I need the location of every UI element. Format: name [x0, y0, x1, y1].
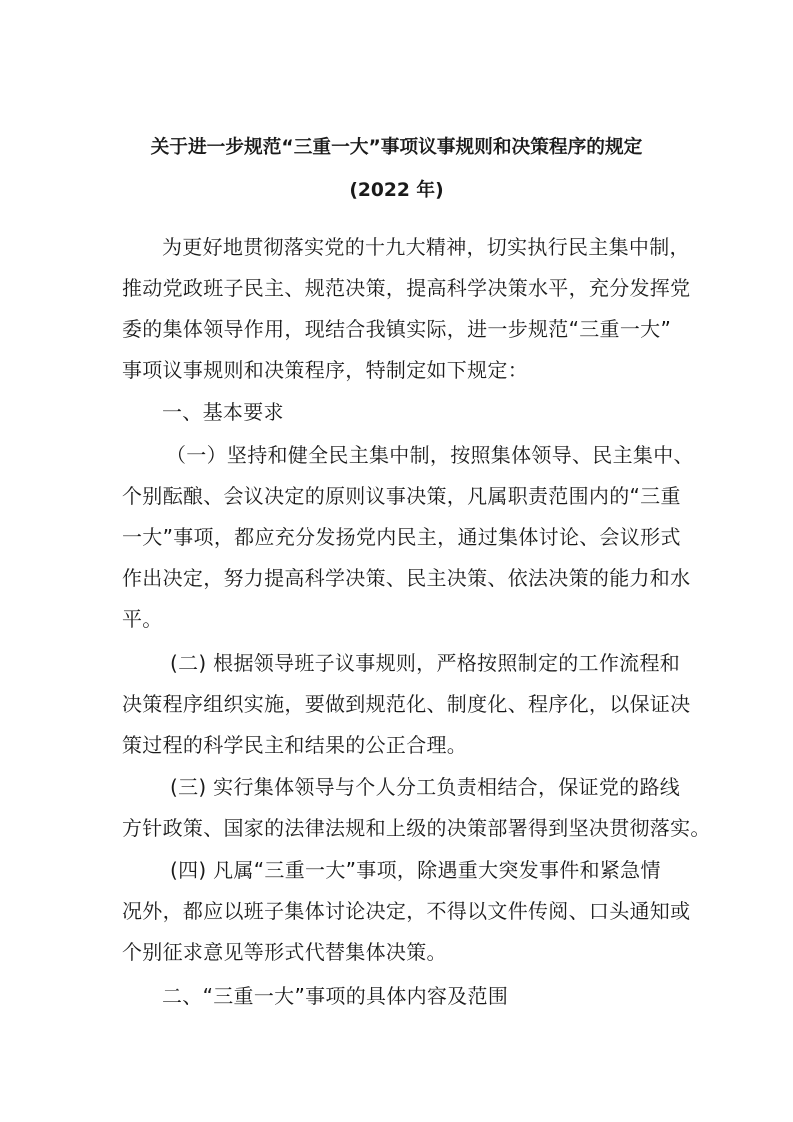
paragraph-line: 事项议事规则和决策程序，特制定如下规定： [122, 358, 528, 382]
section-heading: 二、“三重一大”事项的具体内容及范围 [162, 984, 509, 1008]
paragraph-line: 委的集体领导作用，现结合我镇实际，进一步规范“三重一大” [122, 317, 672, 341]
document-subtitle-year: (2022 年) [349, 180, 444, 201]
paragraph-line: (二) 根据领导班子议事规则，严格按照制定的工作流程和 [170, 651, 681, 675]
paragraph-line: 方针政策、国家的法律法规和上级的决策部署得到坚决贯彻落实。 [122, 816, 711, 840]
paragraph-line: (四) 凡属“三重一大”事项，除遇重大突发事件和紧急情 [170, 858, 661, 882]
document-title: 关于进一步规范“三重一大”事项议事规则和决策程序的规定 [150, 137, 643, 158]
paragraph-line: 为更好地贯彻落实党的十九大精神，切实执行民主集中制， [162, 235, 690, 259]
paragraph-line: 推动党政班子民主、规范决策，提高科学决策水平，充分发挥党 [122, 276, 691, 300]
paragraph-line: (三) 实行集体领导与个人分工负责相结合，保证党的路线 [170, 775, 681, 799]
paragraph-line: 况外，都应以班子集体讨论决定，不得以文件传阅、口头通知或 [122, 899, 691, 923]
paragraph-line: 一大”事项，都应充分发扬党内民主，通过集体讨论、会议形式 [122, 525, 681, 549]
paragraph-line: 决策程序组织实施，要做到规范化、制度化、程序化，以保证决 [122, 692, 691, 716]
paragraph-line: 策过程的科学民主和结果的公正合理。 [122, 733, 468, 757]
paragraph-line: 个别征求意见等形式代替集体决策。 [122, 940, 447, 964]
paragraph-line: 平。 [122, 607, 163, 631]
section-heading: 一、基本要求 [162, 400, 284, 424]
paragraph-line: （一）坚持和健全民主集中制，按照集体领导、民主集中、 [166, 443, 694, 467]
paragraph-line: 个别酝酿、会议决定的原则议事决策，凡属职责范围内的“三重 [122, 484, 681, 508]
paragraph-line: 作出决定，努力提高科学决策、民主决策、依法决策的能力和水 [122, 566, 691, 590]
